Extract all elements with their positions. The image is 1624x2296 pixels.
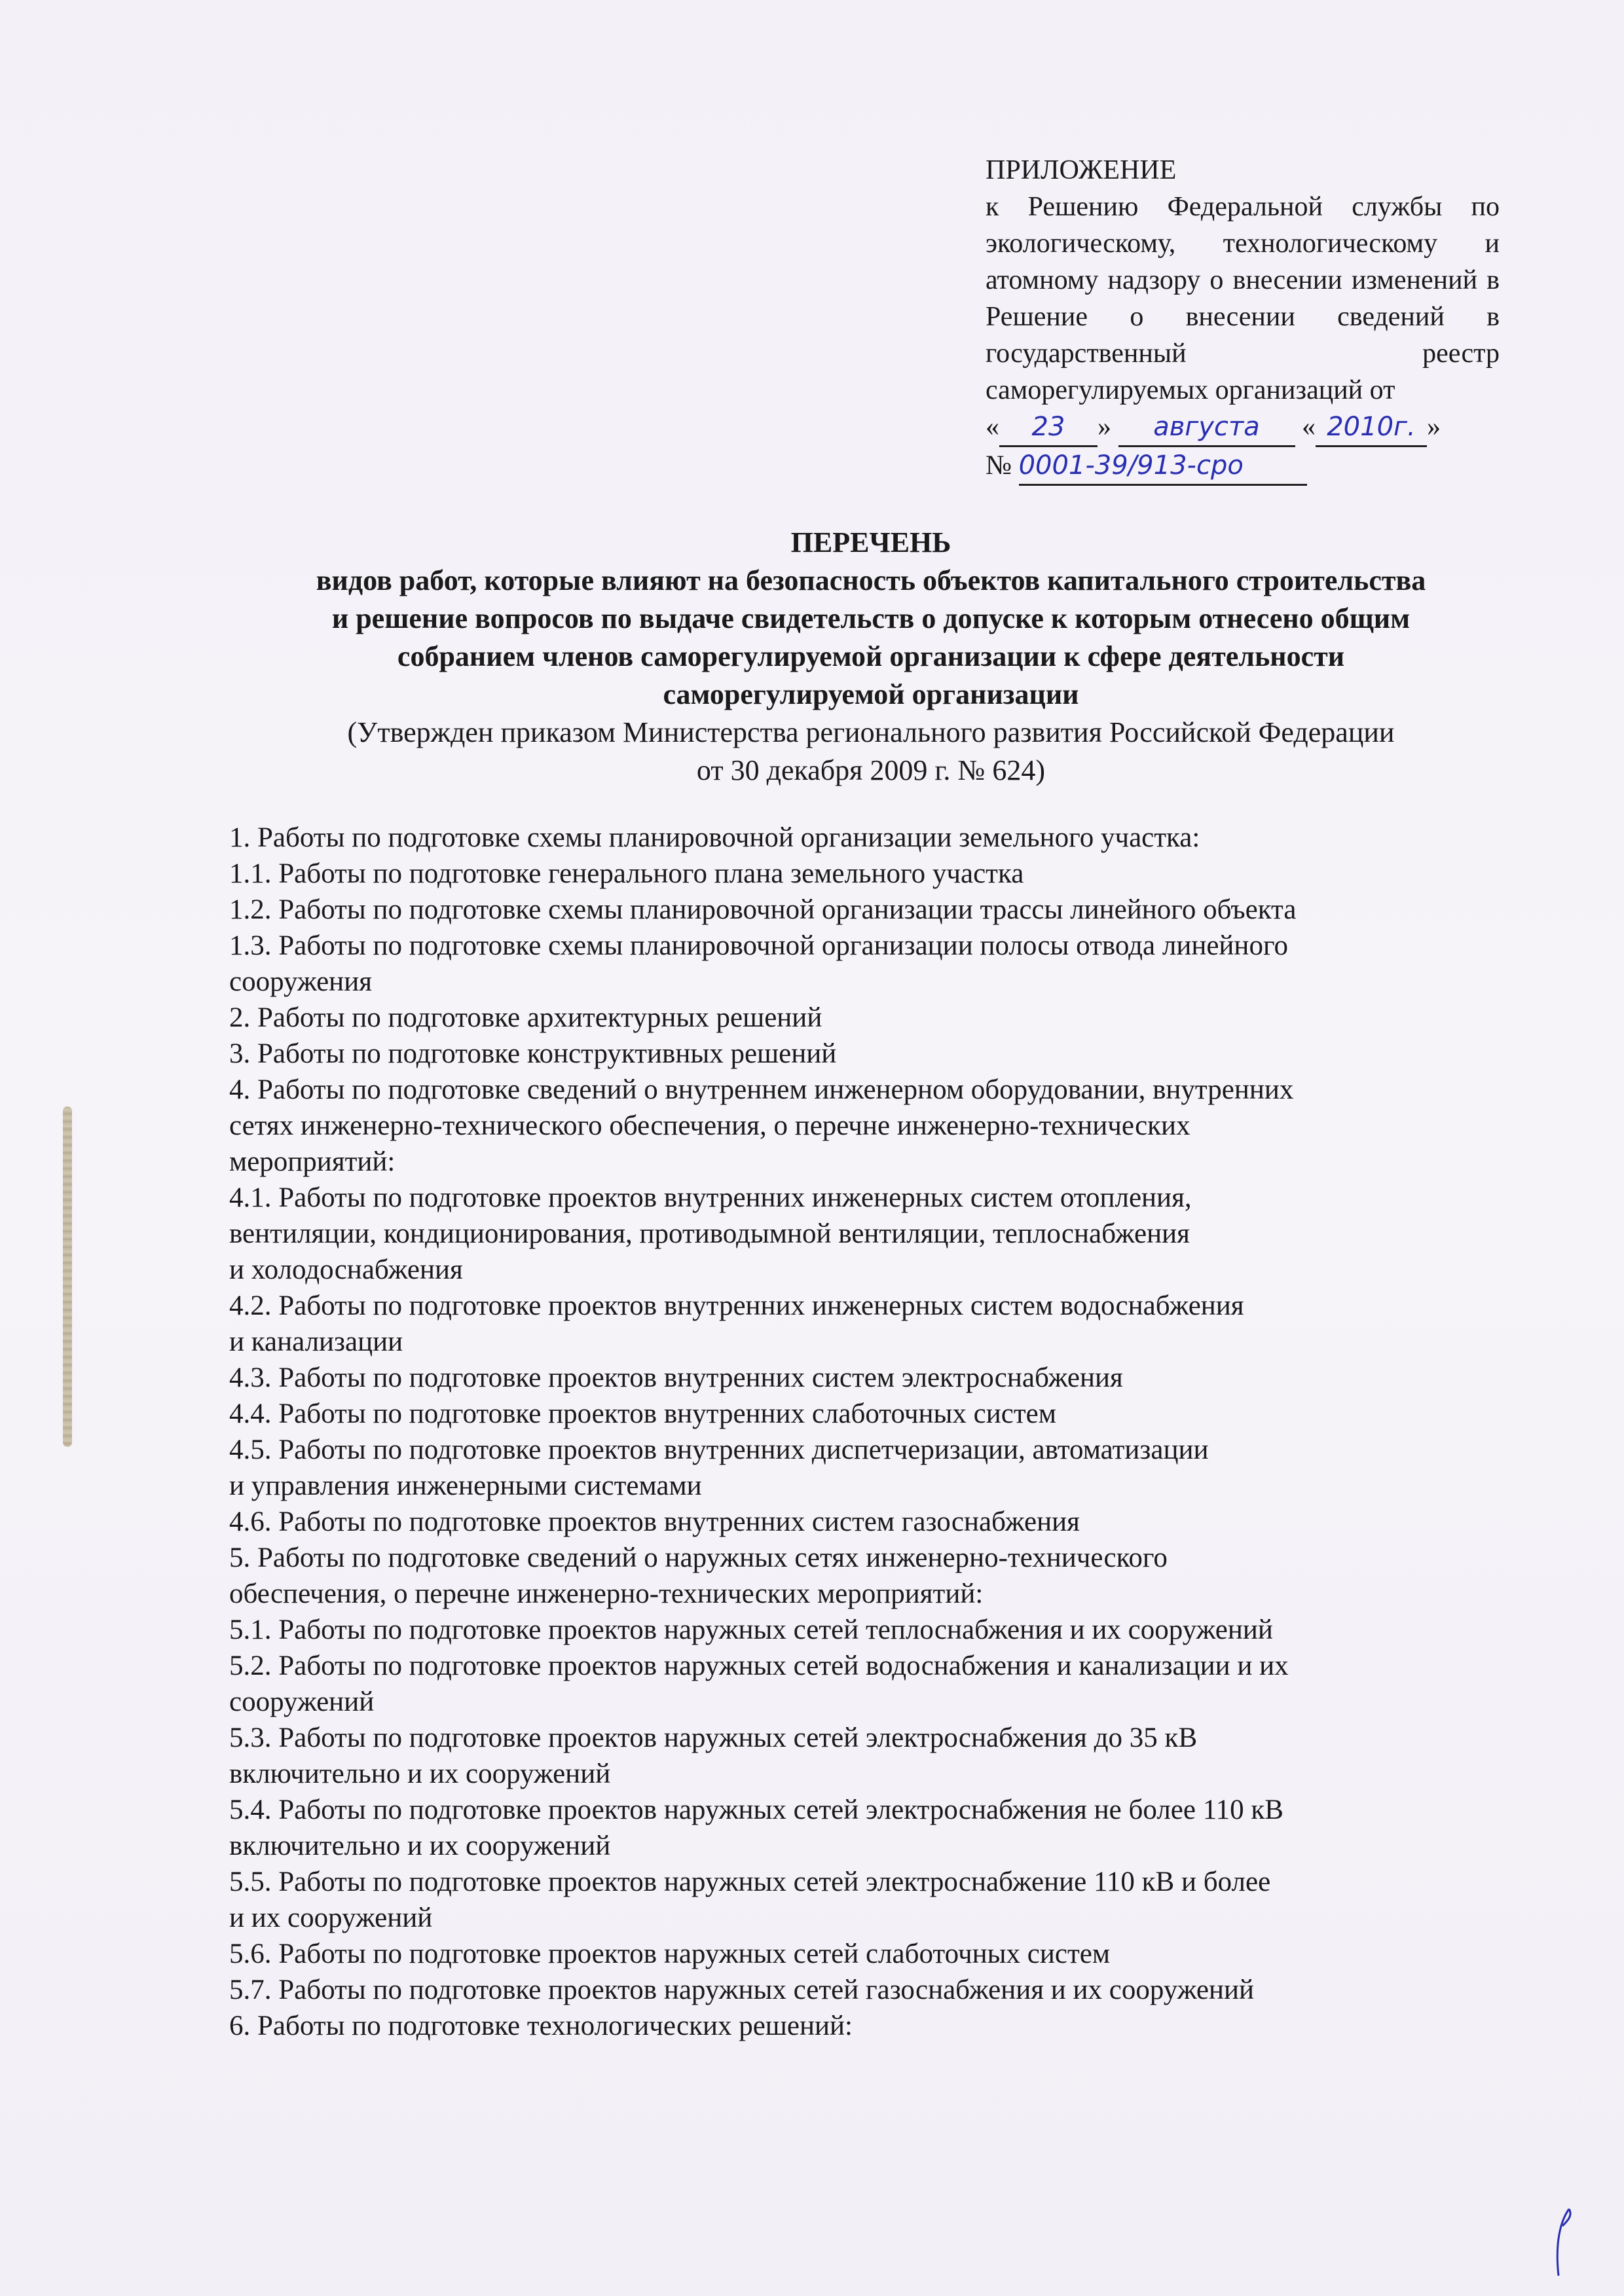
list-item: сетях инженерно-технического обеспечения, о перечне инженерно-технических	[229, 1110, 1190, 1141]
list-item: и их сооружений	[229, 1903, 433, 1933]
title-line-3: собранием членов саморегулируемой организации к сфере деятельности	[397, 640, 1345, 672]
appendix-text-body: к Решению Федеральной службы по экологическому, технологическому и атомному надзору о внесении изменений в Решение о внесении сведений в государственный реестр саморегулируемых организаций от	[986, 192, 1500, 405]
date-month-field	[1118, 409, 1295, 447]
title-line-4: саморегулируемой организации	[663, 678, 1079, 710]
title-main: ПЕРЕЧЕНЬ	[790, 526, 951, 558]
appendix-block	[986, 152, 1500, 486]
list-item: 5. Работы по подготовке сведений о наружных сетях инженерно-технического	[229, 1542, 1168, 1573]
list-item: включительно и их сооружений	[229, 1758, 611, 1789]
list-item: 4.4. Работы по подготовке проектов внутренних слаботочных систем	[229, 1398, 1056, 1429]
approved-line-1: (Утвержден приказом Министерства регионального развития Российской Федерации	[347, 716, 1395, 748]
list-item: обеспечения, о перечне инженерно-технических мероприятий:	[229, 1578, 984, 1609]
number-label: №	[986, 450, 1012, 481]
appendix-heading: ПРИЛОЖЕНИЕ	[986, 155, 1177, 185]
list-item: 5.7. Работы по подготовке проектов наружных сетей газоснабжения и их сооружений	[229, 1975, 1255, 2005]
list-item: 6. Работы по подготовке технологических решений:	[229, 2011, 853, 2041]
list-item: мероприятий:	[229, 1146, 396, 1177]
list-item: 4.1. Работы по подготовке проектов внутренних инженерных систем отопления,	[229, 1182, 1192, 1213]
date-year: 2010г.	[1327, 412, 1416, 442]
list-item: 4.3. Работы по подготовке проектов внутренних систем электроснабжения	[229, 1362, 1123, 1393]
list-item: 1.2. Работы по подготовке схемы планировочной организации трассы линейного объекта	[229, 894, 1297, 925]
list-item: 5.5. Работы по подготовке проектов наружных сетей электроснабжение 110 кВ и более	[229, 1867, 1271, 1897]
list-item: сооружений	[229, 1686, 375, 1717]
title-line-2: и решение вопросов по выдаче свидетельств о допуске к которым отнесено общим	[331, 602, 1411, 634]
number-field	[1019, 447, 1307, 486]
binding-thread	[63, 1106, 72, 1447]
list-item: вентиляции, кондиционирования, противодымной вентиляции, теплоснабжения	[229, 1218, 1190, 1249]
date-month: августа	[1153, 412, 1260, 442]
number-value: 0001-39/913-сро	[1018, 450, 1244, 481]
date-day: 23	[1031, 412, 1065, 442]
list-item: и холодоснабжения	[229, 1254, 463, 1285]
list-item: 1.3. Работы по подготовке схемы планировочной организации полосы отвода линейного	[229, 930, 1289, 961]
list-item: 1. Работы по подготовке схемы планировочной организации земельного участка:	[229, 822, 1200, 853]
list-item: 5.3. Работы по подготовке проектов наружных сетей электроснабжения до 35 кВ	[229, 1722, 1198, 1753]
handwritten-mark-icon	[1551, 2206, 1577, 2278]
list-item: 2. Работы по подготовке архитектурных решений	[229, 1002, 822, 1033]
list-item: 3. Работы по подготовке конструктивных решений	[229, 1038, 837, 1069]
date-day-field	[999, 409, 1098, 447]
title-line-1: видов работ, которые влияют на безопасность объектов капитального строительства	[316, 564, 1426, 596]
list-item: 5.2. Работы по подготовке проектов наружных сетей водоснабжения и канализации и их	[229, 1650, 1289, 1681]
appendix-text	[986, 189, 1500, 409]
list-item: и канализации	[229, 1326, 403, 1357]
list-item: 5.6. Работы по подготовке проектов наружных сетей слаботочных систем	[229, 1939, 1111, 1969]
list-item: 5.4. Работы по подготовке проектов наружных сетей электроснабжения не более 110 кВ	[229, 1795, 1283, 1825]
list-item: сооружения	[229, 966, 372, 997]
appendix-number-line	[986, 447, 1500, 486]
list-item: 5.1. Работы по подготовке проектов наружных сетей теплоснабжения и их сооружений	[229, 1614, 1273, 1645]
list-item: 4. Работы по подготовке сведений о внутреннем инженерном оборудовании, внутренних	[229, 1074, 1294, 1105]
list-item: включительно и их сооружений	[229, 1831, 611, 1861]
approved-line-2: от 30 декабря 2009 г. № 624)	[696, 754, 1046, 786]
document-title	[229, 524, 1513, 790]
list-item: 4.2. Работы по подготовке проектов внутренних инженерных систем водоснабжения	[229, 1290, 1244, 1321]
works-list	[229, 820, 1519, 2044]
date-year-field	[1316, 409, 1427, 447]
appendix-date-line: « 23 » августа « 2010г. »	[986, 409, 1500, 447]
list-item: и управления инженерными системами	[229, 1470, 702, 1501]
list-item: 1.1. Работы по подготовке генерального плана земельного участка	[229, 858, 1024, 889]
list-item: 4.6. Работы по подготовке проектов внутренних систем газоснабжения	[229, 1506, 1080, 1537]
list-item: 4.5. Работы по подготовке проектов внутренних диспетчеризации, автоматизации	[229, 1434, 1209, 1465]
